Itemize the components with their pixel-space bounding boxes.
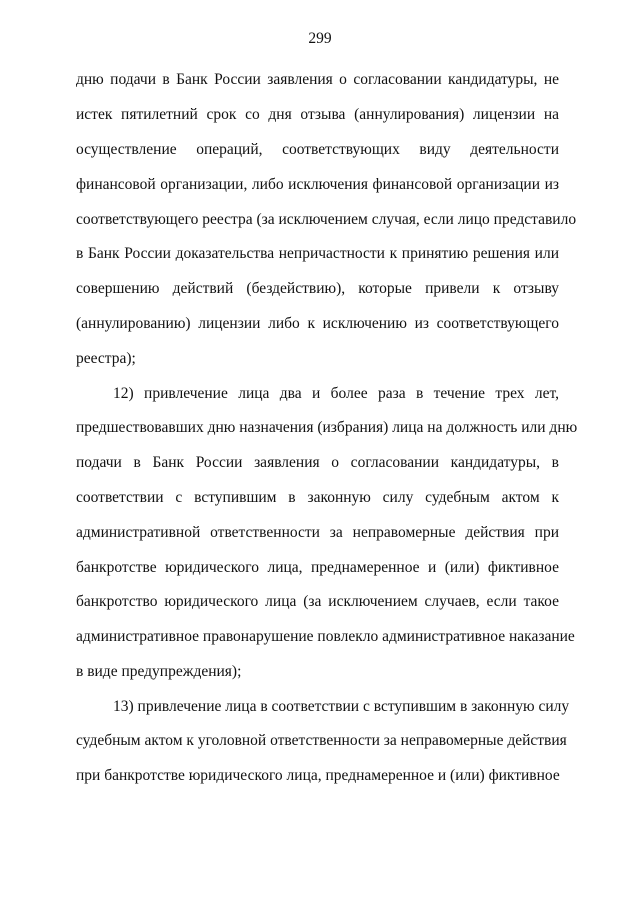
text-line: финансовой организации, либо исключения финансовой организации из bbox=[76, 176, 559, 193]
text-line: истек пятилетний срок со дня отзыва (аннулирования) лицензии на bbox=[76, 106, 559, 123]
text-line: банкротстве юридического лица, преднамеренное и (или) фиктивное bbox=[76, 559, 559, 576]
text-line: предшествовавших дню назначения (избрания) лица на должность или дню bbox=[76, 419, 578, 436]
paragraph-first-line: 12) привлечение лица два и более раза в течение трех лет, bbox=[113, 385, 559, 402]
paragraph-first-line: 13) привлечение лица в соответствии с вступившим в законную силу bbox=[113, 698, 570, 715]
text-line: совершению действий (бездействию), которые привели к отзыву bbox=[76, 280, 559, 297]
text-line: при банкротстве юридического лица, преднамеренное и (или) фиктивное bbox=[76, 767, 560, 784]
text-line: реестра); bbox=[76, 350, 136, 367]
text-line: административной ответственности за неправомерные действия при bbox=[76, 524, 559, 541]
text-line: в Банк России доказательства непричастности к принятию решения или bbox=[76, 245, 559, 262]
page-number: 299 bbox=[308, 30, 332, 47]
text-line: подачи в Банк России заявления о согласовании кандидатуры, в bbox=[76, 454, 559, 471]
text-line: (аннулированию) лицензии либо к исключению из соответствующего bbox=[76, 315, 559, 332]
text-line: в виде предупреждения); bbox=[76, 663, 242, 680]
text-line: судебным актом к уголовной ответственности за неправомерные действия bbox=[76, 732, 567, 749]
text-line: соответствии с вступившим в законную силу судебным актом к bbox=[76, 489, 559, 506]
text-line: дню подачи в Банк России заявления о согласовании кандидатуры, не bbox=[76, 71, 559, 88]
text-line: административное правонарушение повлекло административное наказание bbox=[76, 628, 575, 645]
text-line: осуществление операций, соответствующих виду деятельности bbox=[76, 141, 559, 158]
text-line: банкротство юридического лица (за исключением случаев, если такое bbox=[76, 593, 559, 610]
text-line: соответствующего реестра (за исключением случая, если лицо представило bbox=[76, 211, 577, 228]
